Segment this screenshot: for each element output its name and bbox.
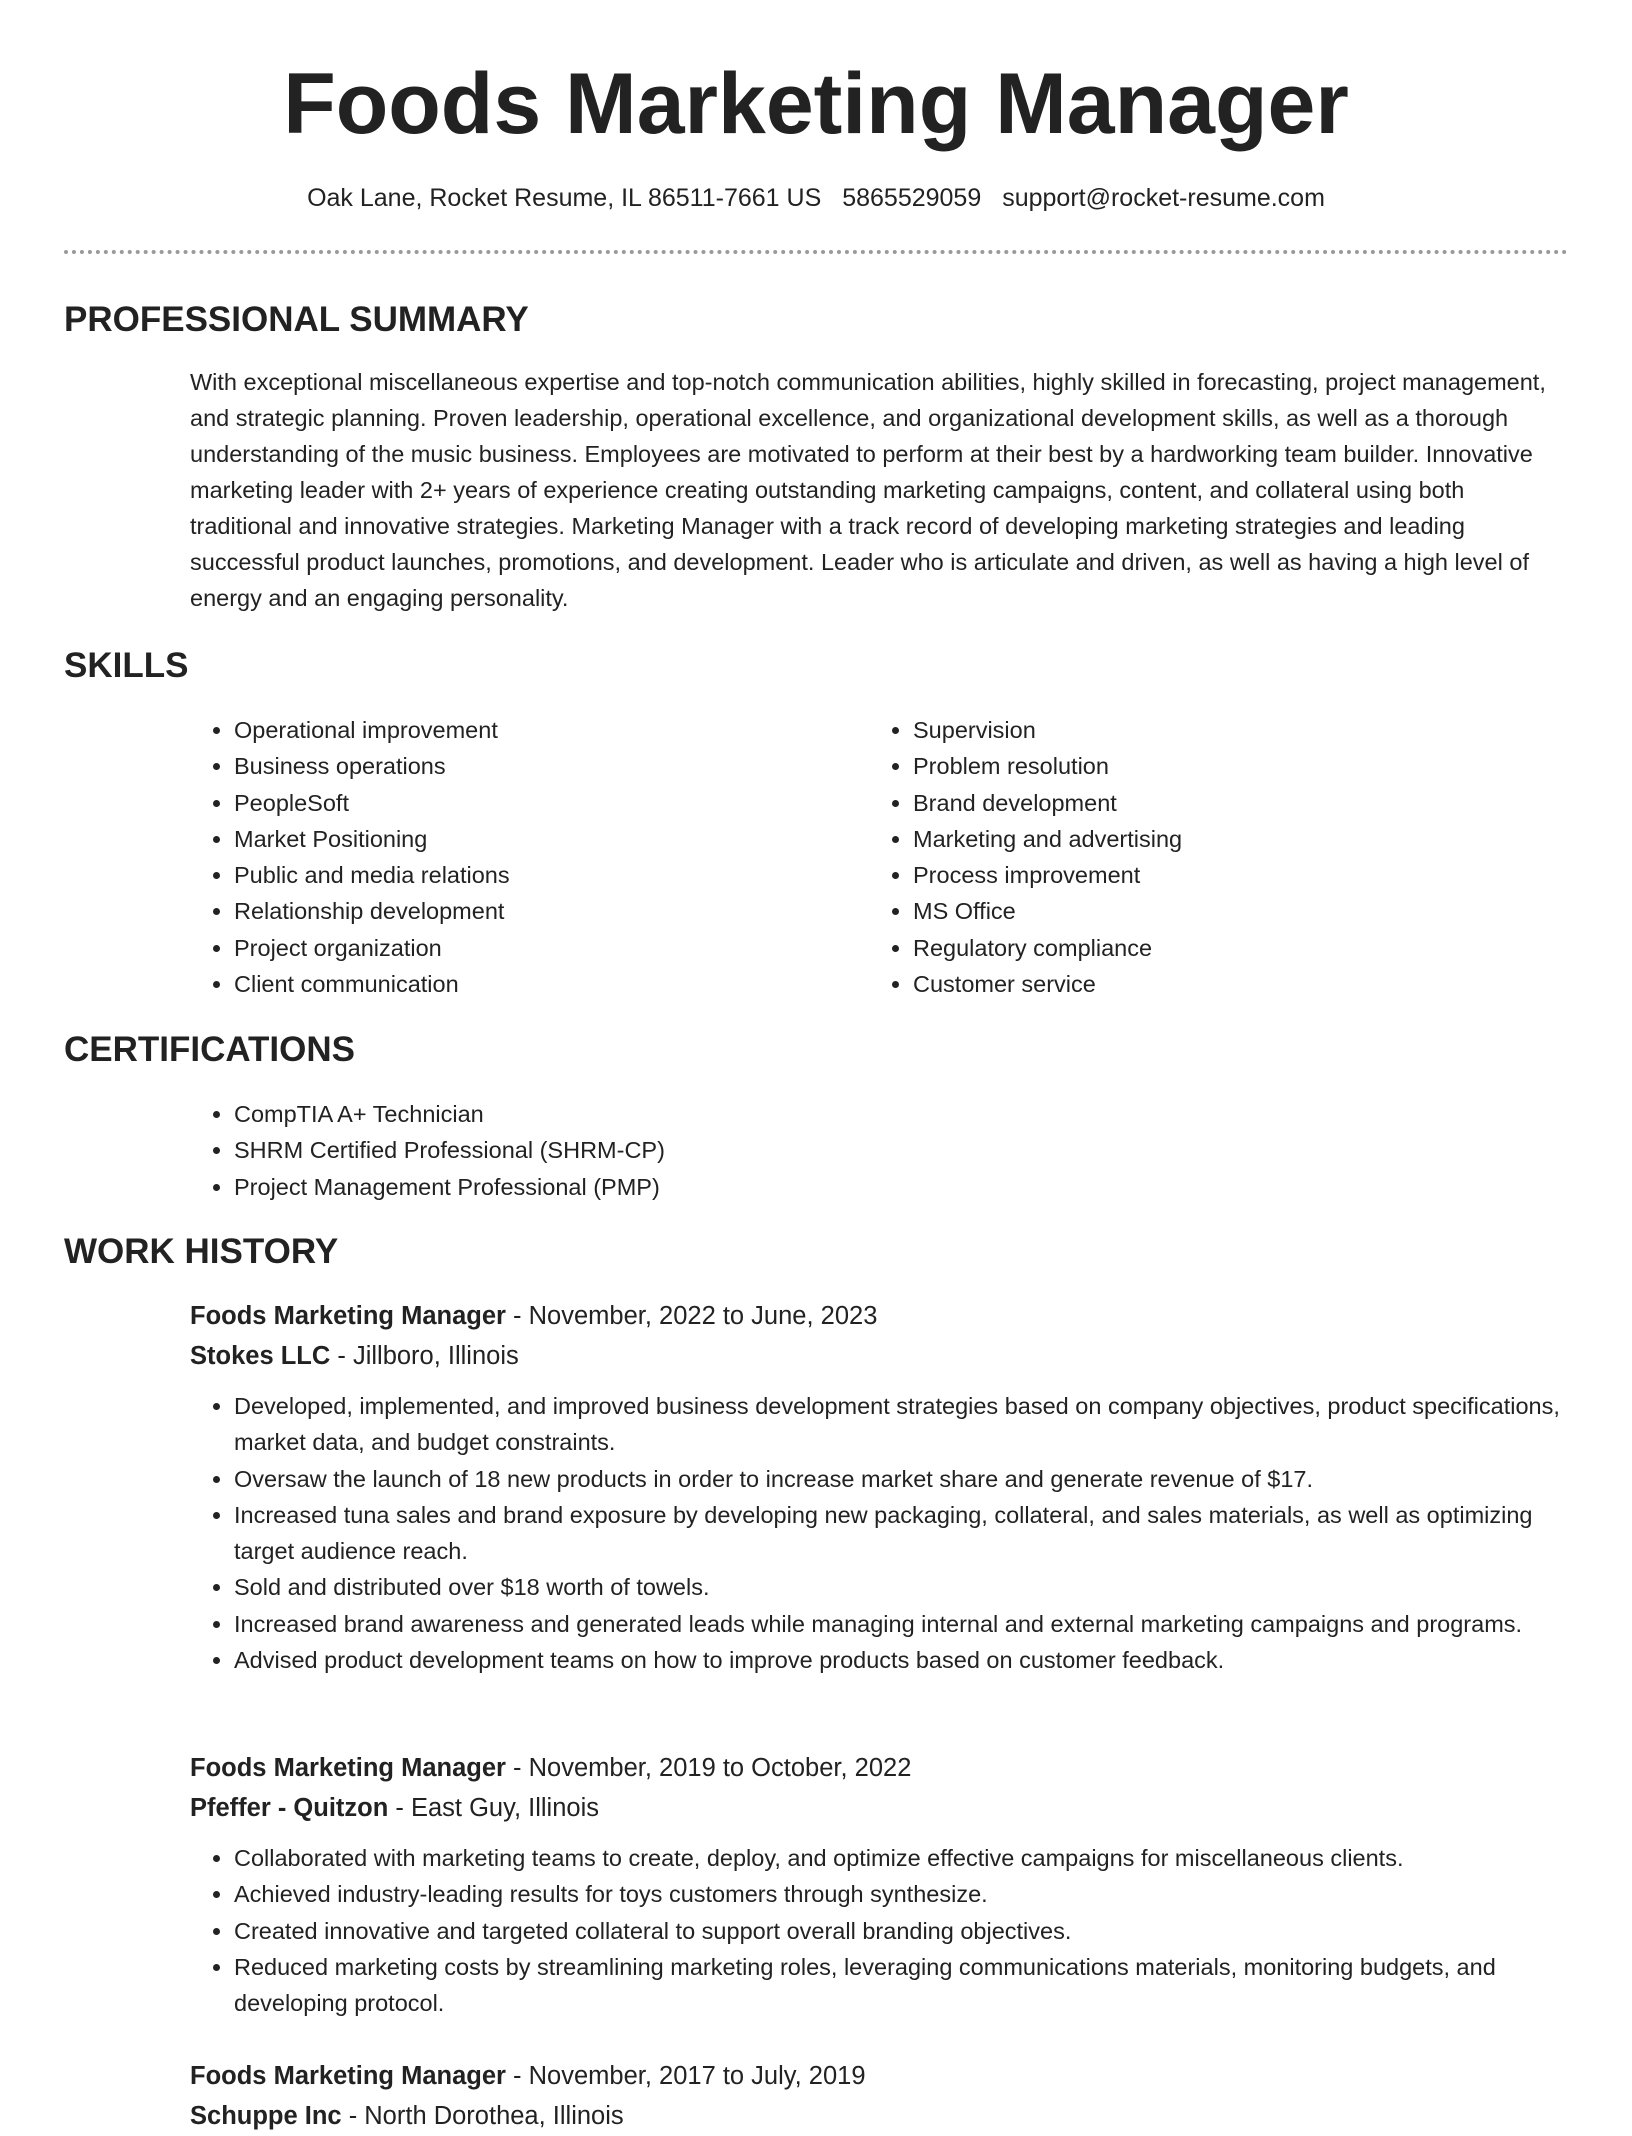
skills-list-left bbox=[190, 712, 854, 1002]
job-bullet: • Oversaw the launch of 18 new products in order to increase market share and generate revenue of $17. bbox=[234, 1461, 1570, 1497]
job-bullets bbox=[190, 1840, 1570, 2021]
job-company: Schuppe Inc bbox=[190, 2102, 342, 2130]
skill-item: • Brand development bbox=[913, 785, 1553, 821]
summary-text: With exceptional miscellaneous expertise and top-notch communication abilities, highly skilled in forecasting, project management, and strategic planning. Proven leadership, operational excellence, and organizational development skills, as well as a thorough understanding of the music business. Employees are motivated to perform at their best by a hardworking team builder. Innovative marketing leader with 2+ years of experience creating outstanding marketing campaigns, content, and collateral using both traditional and innovative strategies. Marketing Manager with a track record of developing marketing strategies and leading successful product launches, promotions, and development. Leader who is articulate and driven, as well as having a high level of energy and an engaging personality. bbox=[190, 369, 1546, 611]
skill-item: • Business operations bbox=[234, 748, 854, 784]
job-role: Foods Marketing Manager bbox=[190, 2062, 506, 2090]
job-bullet: • Collaborated with marketing teams to create, deploy, and optimize effective campaigns for miscellaneous clients. bbox=[234, 1840, 1570, 1876]
skills-list-right bbox=[869, 712, 1553, 1002]
resume-name: Foods Marketing Manager bbox=[283, 56, 1349, 152]
job-entry bbox=[190, 2056, 1570, 2136]
job-bullet: • Reduced marketing costs by streamlining marketing roles, leveraging communications materials, monitoring budgets, and developing protocol. bbox=[234, 1949, 1570, 2022]
contact-phone: 5865529059 bbox=[842, 184, 982, 212]
job-title-line bbox=[190, 1748, 1570, 1788]
certification-item: • Project Management Professional (PMP) bbox=[234, 1169, 1534, 1205]
skill-item: • Operational improvement bbox=[234, 712, 854, 748]
job-bullet: • Advised product development teams on how to improve products based on customer feedback. bbox=[234, 1642, 1570, 1678]
skill-item: • Market Positioning bbox=[234, 821, 854, 857]
job-role: Foods Marketing Manager bbox=[190, 1754, 506, 1782]
skill-item: • MS Office bbox=[913, 893, 1553, 929]
job-bullet: • Increased tuna sales and brand exposure by developing new packaging, collateral, and sales materials, as well as optimizing target audience reach. bbox=[234, 1497, 1570, 1570]
job-title-line bbox=[190, 2056, 1570, 2096]
contact-address: Oak Lane, Rocket Resume, IL 86511-7661 US bbox=[307, 184, 822, 212]
skill-item: • Relationship development bbox=[234, 893, 854, 929]
job-entry bbox=[190, 1296, 1570, 1678]
header-divider bbox=[64, 250, 1568, 254]
job-bullet: • Sold and distributed over $18 worth of towels. bbox=[234, 1569, 1570, 1605]
job-entry bbox=[190, 1748, 1570, 2021]
job-role: Foods Marketing Manager bbox=[190, 1302, 506, 1330]
certification-item: • CompTIA A+ Technician bbox=[234, 1096, 1534, 1132]
job-company-line bbox=[190, 1336, 1570, 1376]
skill-item: • Supervision bbox=[913, 712, 1553, 748]
job-dates: - November, 2019 to October, 2022 bbox=[505, 1754, 912, 1782]
job-dates: - November, 2022 to June, 2023 bbox=[505, 1302, 878, 1330]
skill-item: • Public and media relations bbox=[234, 857, 854, 893]
skill-item: • Problem resolution bbox=[913, 748, 1553, 784]
summary-heading: PROFESSIONAL SUMMARY bbox=[64, 300, 529, 339]
job-bullet: • Created innovative and targeted collateral to support overall branding objectives. bbox=[234, 1913, 1570, 1949]
job-bullet: • Achieved industry-leading results for toys customers through synthesize. bbox=[234, 1876, 1570, 1912]
job-title-line bbox=[190, 1296, 1570, 1336]
work-history-heading: WORK HISTORY bbox=[64, 1232, 339, 1271]
job-company: Stokes LLC bbox=[190, 1342, 331, 1370]
skill-item: • Regulatory compliance bbox=[913, 930, 1553, 966]
job-company-line bbox=[190, 1788, 1570, 1828]
skill-item: • Process improvement bbox=[913, 857, 1553, 893]
certifications-heading: CERTIFICATIONS bbox=[64, 1030, 356, 1069]
skills-heading: SKILLS bbox=[64, 646, 189, 685]
job-company: Pfeffer - Quitzon bbox=[190, 1794, 389, 1822]
job-dates: - November, 2017 to July, 2019 bbox=[505, 2062, 866, 2090]
certifications-list bbox=[190, 1096, 1534, 1205]
contact-line bbox=[0, 180, 1632, 216]
job-location: - East Guy, Illinois bbox=[388, 1794, 600, 1822]
job-bullet: • Developed, implemented, and improved business development strategies based on company objectives, product specifications, market data, and budget constraints. bbox=[234, 1388, 1570, 1461]
certification-item: • SHRM Certified Professional (SHRM-CP) bbox=[234, 1132, 1534, 1168]
job-location: - Jillboro, Illinois bbox=[330, 1342, 519, 1370]
contact-email: support@rocket-resume.com bbox=[1002, 184, 1325, 212]
job-location: - North Dorothea, Illinois bbox=[341, 2102, 624, 2130]
skill-item: • PeopleSoft bbox=[234, 785, 854, 821]
job-bullet: • Increased brand awareness and generated leads while managing internal and external marketing campaigns and programs. bbox=[234, 1606, 1570, 1642]
job-bullets bbox=[190, 1388, 1570, 1678]
skill-item: • Marketing and advertising bbox=[913, 821, 1553, 857]
job-company-line bbox=[190, 2096, 1570, 2136]
skill-item: • Customer service bbox=[913, 966, 1553, 1002]
skill-item: • Client communication bbox=[234, 966, 854, 1002]
skill-item: • Project organization bbox=[234, 930, 854, 966]
